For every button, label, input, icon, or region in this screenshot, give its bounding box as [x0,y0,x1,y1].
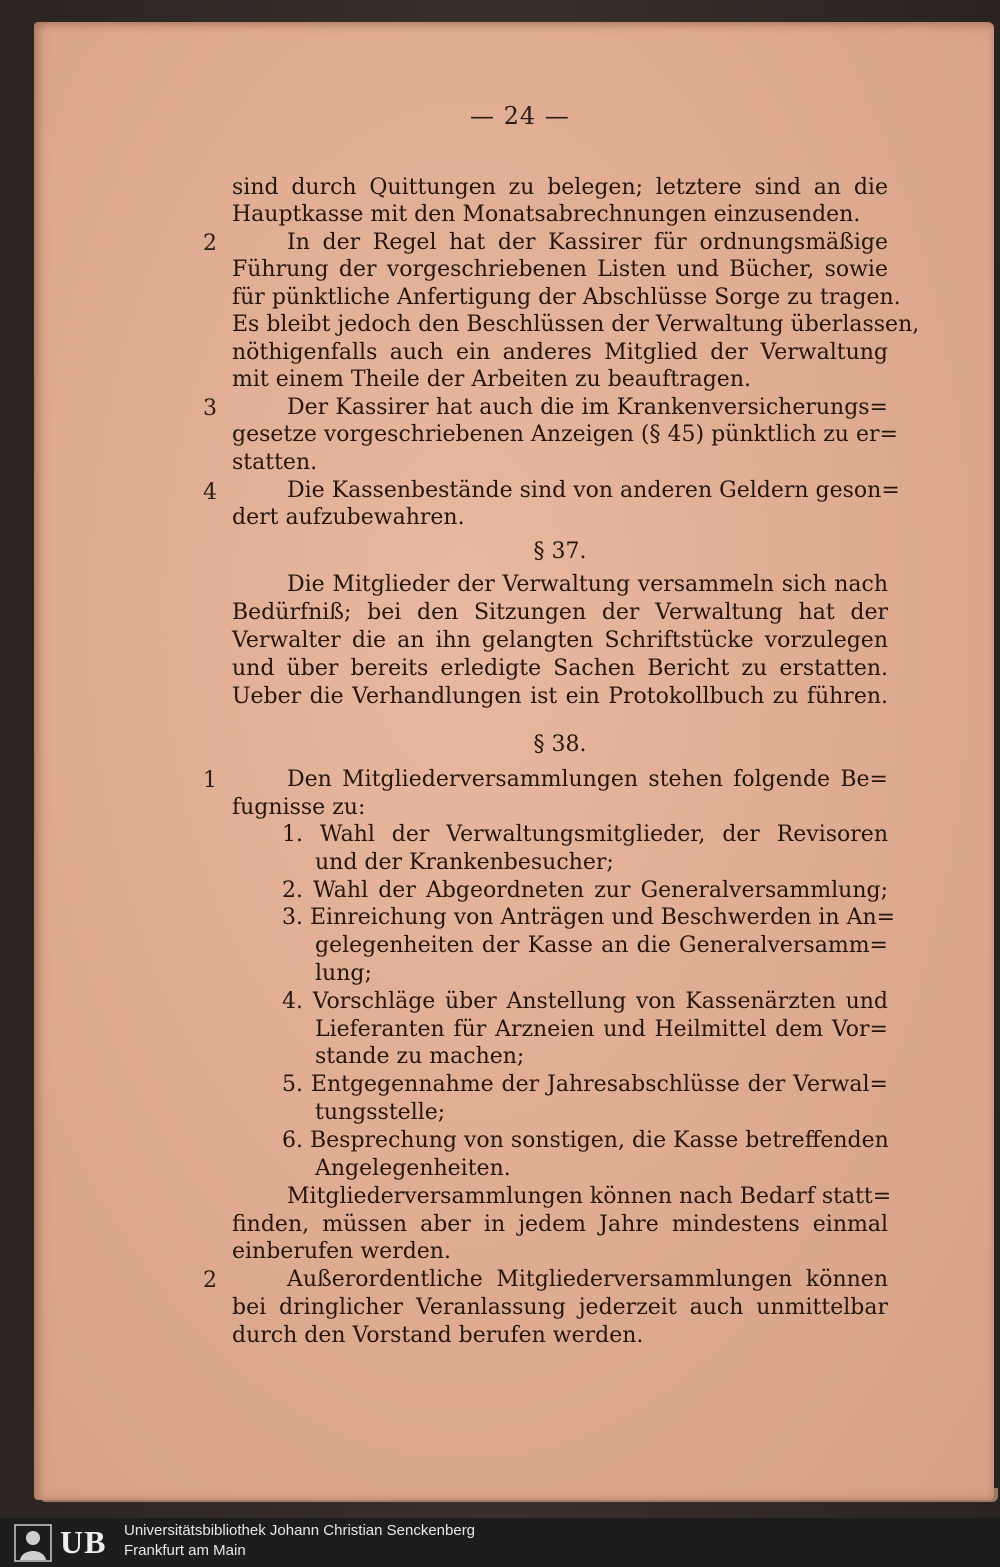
list-item: 4. Vorschläge über Anstellung von Kassenärzten und [282,989,888,1014]
library-location: Frankfurt am Main [124,1542,246,1559]
text-line: einberufen werden. [232,1239,451,1264]
text-line: sind durch Quittungen zu belegen; letztere sind an die [232,175,888,200]
portrait-icon [14,1524,54,1562]
page-number: — 24 — [470,102,570,130]
text-line: gelegenheiten der Kasse an die Generalversamm= [315,933,888,958]
paragraph-number: 2 [203,1268,217,1293]
list-item: 6. Besprechung von sonstigen, die Kasse betreffenden [282,1128,889,1153]
paragraph-number: 3 [203,396,217,421]
text-line: mit einem Theile der Arbeiten zu beauftragen. [232,367,751,392]
text-line: Angelegenheiten. [315,1156,511,1181]
text-line: Bedürfniß; bei den Sitzungen der Verwaltung hat der [232,600,888,625]
text-line: bei dringlicher Veranlassung jederzeit auch unmittelbar [232,1295,888,1320]
text-line: Es bleibt jedoch den Beschlüssen der Verwaltung überlassen, [232,312,920,337]
section-heading: § 37. [533,539,587,564]
text-line: durch den Vorstand berufen werden. [232,1323,644,1348]
text-line: nöthigenfalls auch ein anderes Mitglied der Verwaltung [232,340,888,365]
library-logo [14,1524,114,1562]
text-line: und über bereits erledigte Sachen Bericht zu erstatten. [232,656,888,681]
text-line: Die Kassenbestände sind von anderen Geldern geson= [287,478,900,503]
logo-text: UB [60,1524,107,1560]
text-line: In der Regel hat der Kassirer für ordnungsmäßige [287,230,888,255]
text-line: Die Mitglieder der Verwaltung versammeln sich nach [287,572,888,597]
list-item: 1. Wahl der Verwaltungsmitglieder, der Revisoren [282,822,888,847]
text-line: Mitgliederversammlungen können nach Bedarf statt= [287,1184,892,1209]
library-name: Universitätsbibliothek Johann Christian Senckenberg [124,1522,476,1539]
text-line: fugnisse zu: [232,795,366,820]
text-line: Hauptkasse mit den Monatsabrechnungen einzusenden. [232,202,861,227]
list-item: 2. Wahl der Abgeordneten zur Generalversammlung; [282,878,888,903]
text-line: Führung der vorgeschriebenen Listen und Bücher, sowie [232,257,888,282]
text-line: tungsstelle; [315,1100,446,1125]
text-line: stande zu machen; [315,1044,525,1069]
text-line: dert aufzubewahren. [232,505,465,530]
text-line: statten. [232,450,318,475]
text-line: für pünktliche Anfertigung der Abschlüsse Sorge zu tragen. [232,285,901,310]
text-line: Außerordentliche Mitgliederversammlungen können [287,1267,888,1292]
paragraph-number: 1 [203,768,217,793]
list-item: 5. Entgegennahme der Jahresabschlüsse der Verwal= [282,1072,888,1097]
text-line: Der Kassirer hat auch die im Krankenversicherungs= [287,395,888,420]
text-line: Lieferanten für Arzneien und Heilmittel dem Vor= [315,1017,888,1042]
paragraph-number: 4 [203,480,217,505]
text-line: gesetze vorgeschriebenen Anzeigen (§ 45) pünktlich zu er= [232,422,898,447]
section-heading: § 38. [533,732,587,757]
text-line: lung; [315,961,372,986]
text-line: Den Mitgliederversammlungen stehen folgende Be= [287,767,888,792]
text-line: finden, müssen aber in jedem Jahre mindestens einmal [232,1212,888,1237]
paragraph-number: 2 [203,231,217,256]
library-footer [0,1518,1000,1567]
text-line: Verwalter die an ihn gelangten Schriftstücke vorzulegen [232,628,888,653]
text-line: und der Krankenbesucher; [315,850,614,875]
text-line: Ueber die Verhandlungen ist ein Protokollbuch zu führen. [232,684,888,709]
list-item: 3. Einreichung von Anträgen und Beschwerden in An= [282,905,896,930]
